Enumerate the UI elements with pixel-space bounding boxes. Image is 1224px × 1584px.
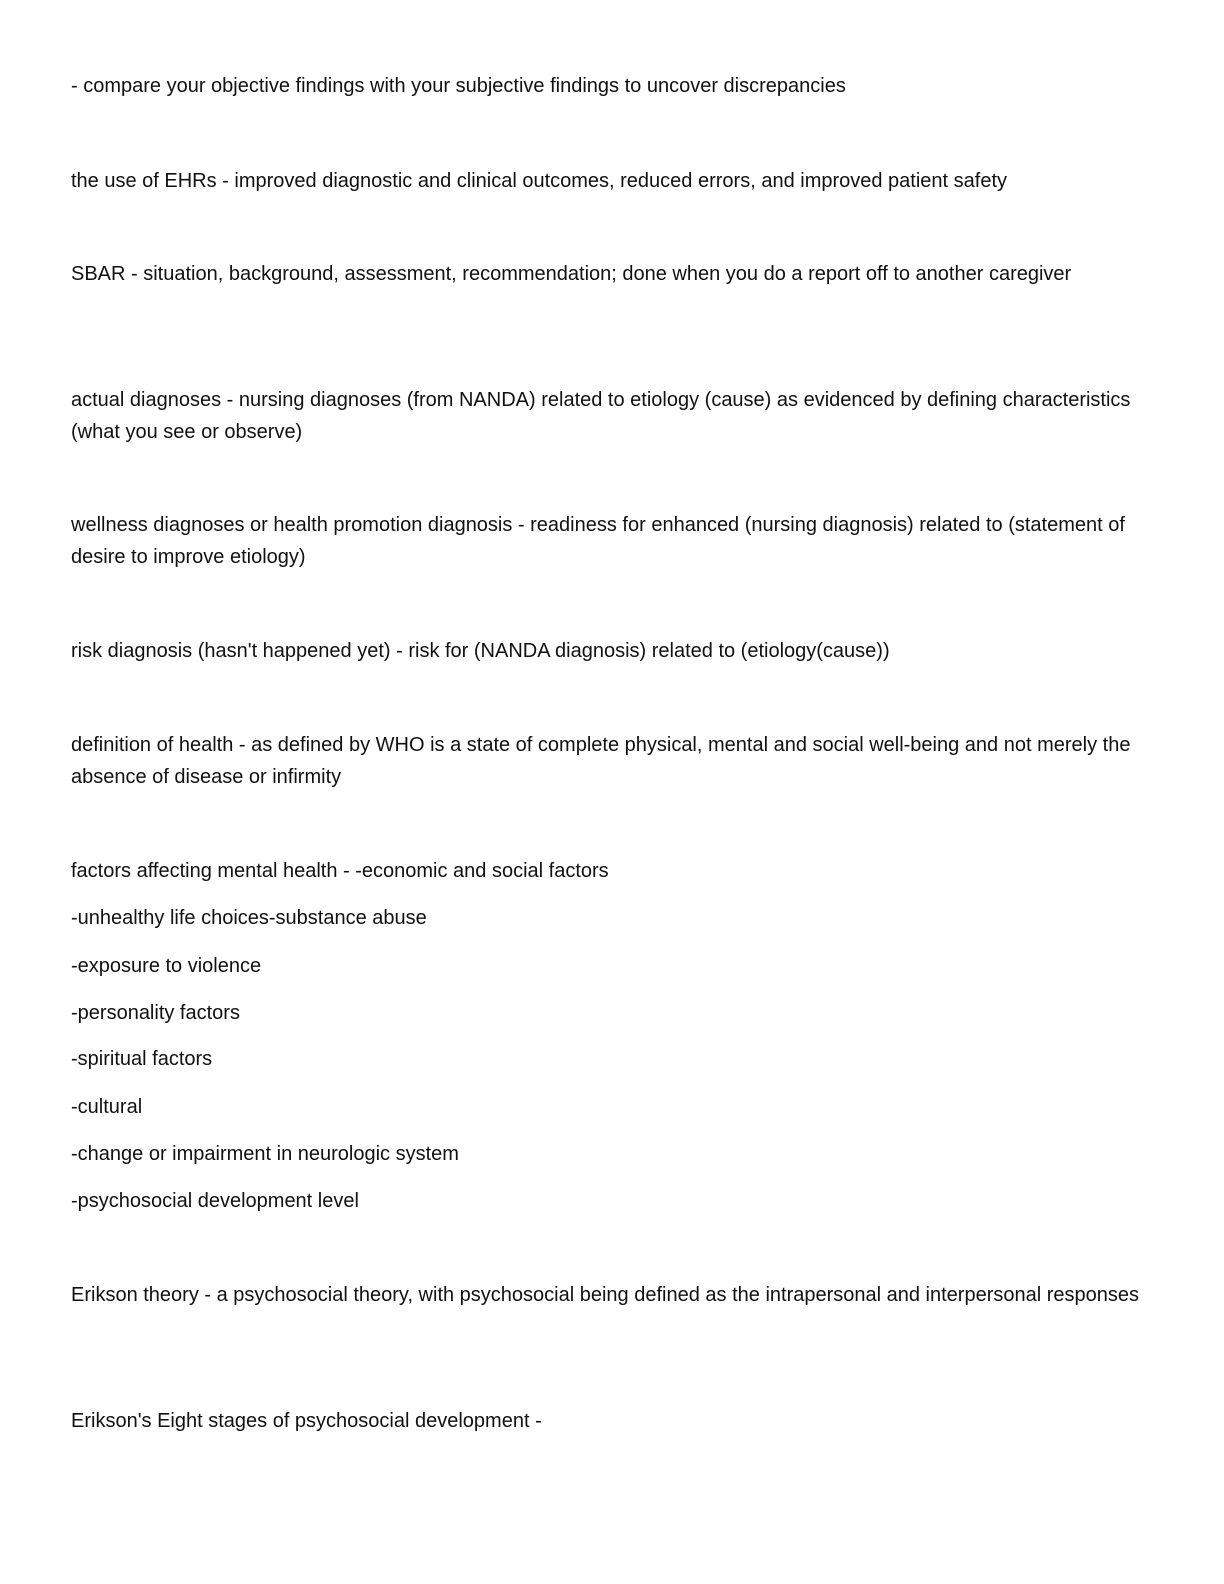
list-item: -cultural bbox=[71, 1096, 143, 1118]
entry-wellness-diagnoses: wellness diagnoses or health promotion diagnosis - readiness for enhanced (nursing diagnosis) related to (statement of desire to improve etiology) bbox=[71, 514, 1125, 568]
list-item: -change or impairment in neurologic system bbox=[71, 1143, 459, 1165]
entry-actual-diagnoses: actual diagnoses - nursing diagnoses (from NANDA) related to etiology (cause) as evidenced by defining characteristics (what you see or observe) bbox=[71, 389, 1131, 443]
list-item: -unhealthy life choices-substance abuse bbox=[71, 907, 427, 929]
entry-definition-of-health: definition of health - as defined by WHO is a state of complete physical, mental and social well-being and not merely the absence of disease or infirmity bbox=[71, 734, 1131, 788]
list-item: -psychosocial development level bbox=[71, 1190, 359, 1212]
entry-sbar: SBAR - situation, background, assessment, recommendation; done when you do a report off to another caregiver bbox=[71, 263, 1072, 285]
entry-compare-findings: - compare your objective findings with your subjective findings to uncover discrepancies bbox=[71, 75, 846, 97]
entry-mental-health-factors-heading: factors affecting mental health - -economic and social factors bbox=[71, 860, 609, 882]
entry-risk-diagnosis: risk diagnosis (hasn't happened yet) - risk for (NANDA diagnosis) related to (etiology(cause)) bbox=[71, 640, 890, 662]
list-item: -exposure to violence bbox=[71, 955, 262, 977]
entry-erikson-theory: Erikson theory - a psychosocial theory, with psychosocial being defined as the intrapersonal and interpersonal responses bbox=[71, 1284, 1140, 1306]
entry-erikson-stages: Erikson's Eight stages of psychosocial development - bbox=[71, 1410, 542, 1432]
list-item: -personality factors bbox=[71, 1002, 240, 1024]
entry-ehrs: the use of EHRs - improved diagnostic and clinical outcomes, reduced errors, and improved patient safety bbox=[71, 170, 1008, 192]
list-item: -spiritual factors bbox=[71, 1048, 213, 1070]
